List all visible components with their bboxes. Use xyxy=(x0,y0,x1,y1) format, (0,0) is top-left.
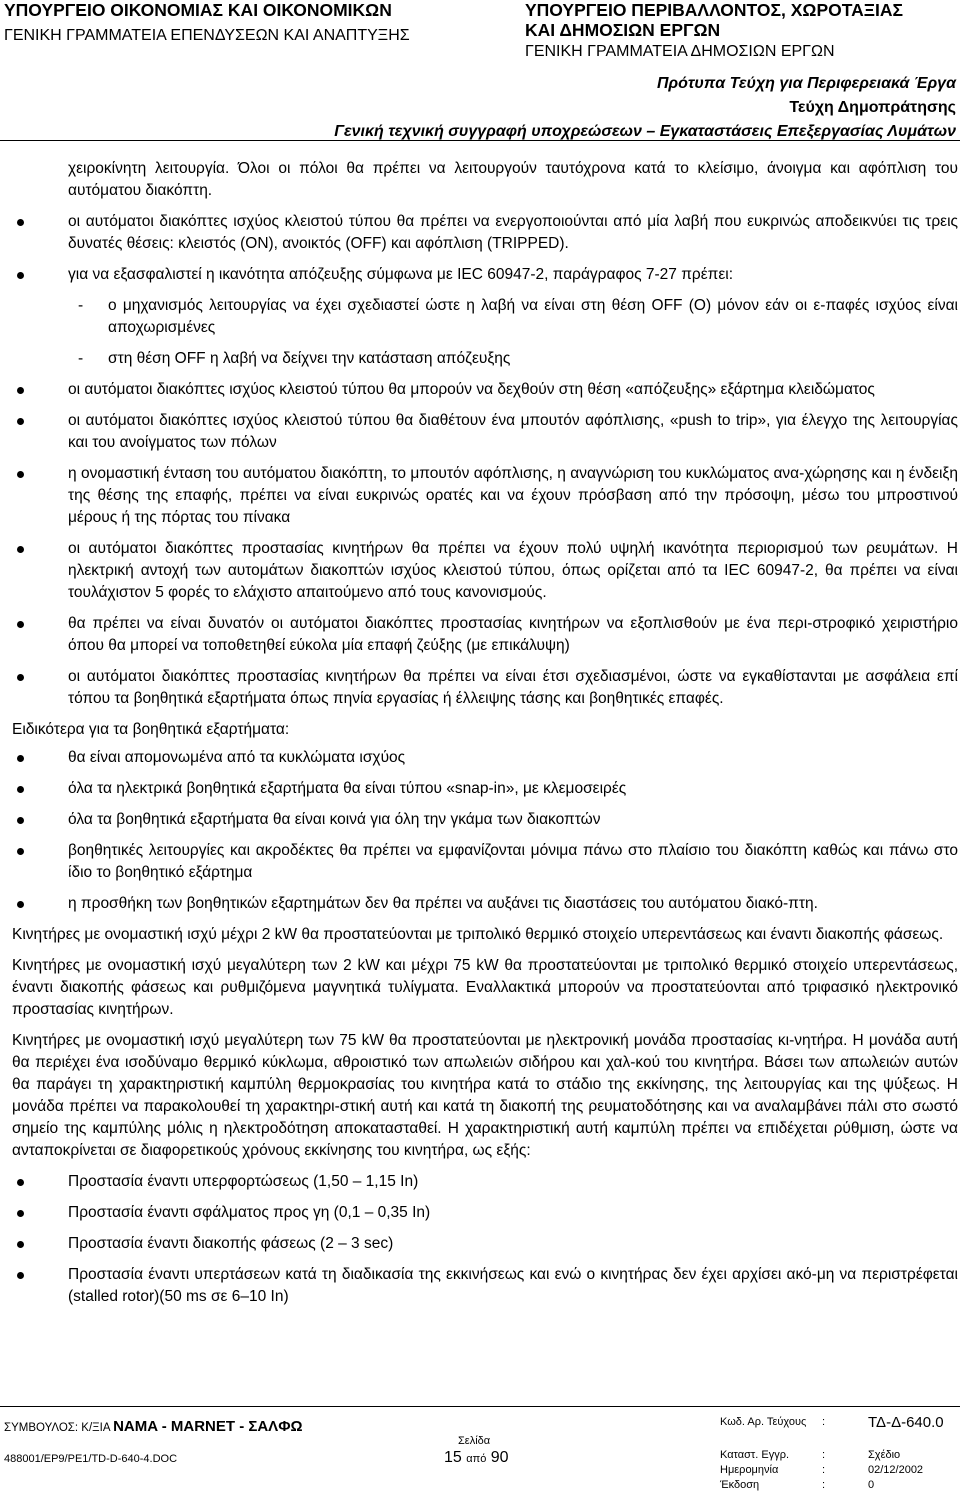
code-label: Κωδ. Αρ. Τεύχους xyxy=(720,1416,807,1428)
bullet-item xyxy=(12,840,958,884)
colon: : xyxy=(822,1464,826,1476)
bullet-text: οι αυτόματοι διακόπτες ισχύος κλειστού τύπου θα μπορούν να δεχθούν στη θέση «απόζευξης» εξάρτημα κλειδώματος xyxy=(68,381,875,398)
bullet-text: Προστασία έναντι σφάλματος προς γη (0,1 – 0,35 In) xyxy=(68,1204,431,1221)
document-body xyxy=(12,158,958,1317)
continued-paragraph xyxy=(12,158,958,202)
bullet-icon xyxy=(17,755,24,762)
paragraph-motors-2kw: Κινητήρες με ονομαστική ισχύ μέχρι 2 kW θα προστατεύονται με τριπολικό θερμικό στοιχείο υπερεντάσεως και έναντι διακοπής φάσεως. xyxy=(12,926,944,943)
bullet-item xyxy=(12,538,958,604)
dash-icon: - xyxy=(78,297,84,314)
bullet-text: θα πρέπει να είναι δυνατόν οι αυτόματοι διακόπτες προστασίας κινητήρων να εξοπλισθούν με ένα περι-στροφικό χειριστήριο όπου θα μπορεί να τοποθετηθεί εύκολα μία επαφή ζεύξης (με επικάλυψη) xyxy=(68,615,958,654)
date-value: 02/12/2002 xyxy=(868,1464,924,1476)
page-label: Σελίδα xyxy=(458,1435,491,1447)
bullet-text: βοηθητικές λειτουργίες και ακροδέκτες θα πρέπει να εμφανίζονται μόνιμα πάνω στο πλαίσιο του διακόπτη καθώς και πάνω στο ίδιο το βοηθητικό εξάρτημα xyxy=(68,842,958,881)
bullet-item xyxy=(12,747,958,769)
bullet-icon xyxy=(17,1241,24,1248)
ministry-environment-title-line2: ΚΑΙ ΔΗΜΟΣΙΩΝ ΕΡΓΩΝ xyxy=(525,20,721,40)
bullet-text: οι αυτόματοι διακόπτες προστασίας κινητήρων θα πρέπει να έχουν πολύ υψηλή ικανότητα περιορισμού των ρευμάτων. Η ηλεκτρική αντοχή των αυτομάτων διακοπτών ισχύος κλειστού τύπου, όπως ορίζεται από τα IEC 60947-2, θα πρέπει να είναι τουλάχιστον 5 φορές το ελάχιστο απαιτούμενο από τους κανονισμούς. xyxy=(68,540,958,601)
page-total: 90 xyxy=(490,1449,509,1466)
footer-divider xyxy=(0,1406,960,1407)
bullet-icon xyxy=(17,546,24,553)
aux-heading: Ειδικότερα για τα βοηθητικά εξαρτήματα: xyxy=(12,721,290,738)
colon: : xyxy=(822,1479,826,1491)
document-meta xyxy=(334,72,956,144)
bullet-icon xyxy=(17,1272,24,1279)
bullet-icon xyxy=(17,387,24,394)
bullet-text: θα είναι απομονωμένα από τα κυκλώματα ισχύος xyxy=(68,749,406,766)
header-left-block xyxy=(4,0,410,45)
ministry-economy-title: ΥΠΟΥΡΓΕΙΟ ΟΙΚΟΝΟΜΙΑΣ ΚΑΙ ΟΙΚΟΝΟΜΙΚΩΝ xyxy=(4,0,392,20)
bullet-item xyxy=(12,410,958,454)
bullet-item xyxy=(12,666,958,710)
bullet-icon xyxy=(17,418,24,425)
date-label: Ημερομηνία xyxy=(720,1464,779,1476)
bullet-text: η προσθήκη των βοηθητικών εξαρτημάτων δεν θα πρέπει να αυξάνει τις διαστάσεις του αυτόματου διακό-πτη. xyxy=(68,895,818,912)
page-header xyxy=(0,0,960,66)
bullet-icon xyxy=(17,786,24,793)
bullet-text: όλα τα ηλεκτρικά βοηθητικά εξαρτήματα θα είναι τύπου «snap-in», με κλεμοσειρές xyxy=(68,780,627,797)
bullet-text: οι αυτόματοι διακόπτες ισχύος κλειστού τύπου θα διαθέτουν ένα μπουτόν αφόπλισης, «push to trip», για έλεγχο της λειτουργίας και του ανοίγματος των πόλων xyxy=(68,412,958,451)
investment-secretariat-subtitle: ΓΕΝΙΚΗ ΓΡΑΜΜΑΤΕΙΑ ΕΠΕΝΔΥΣΕΩΝ ΚΑΙ ΑΝΑΠΤΥΞΗΣ xyxy=(4,27,410,44)
bullet-icon xyxy=(17,272,24,279)
bullet-item xyxy=(12,809,958,831)
bullet-text: για να εξασφαλιστεί η ικανότητα απόζευξης σύμφωνα με IEC 60947-2, παράγραφος 7-27 πρέπει: xyxy=(68,266,734,283)
dash-item xyxy=(12,295,958,339)
page-of: από xyxy=(466,1453,487,1465)
status-label: Καταστ. Εγγρ. xyxy=(720,1449,790,1461)
document-filename: 488001/EP9/PE1/TD-D-640-4.DOC xyxy=(4,1453,178,1465)
bullet-text: οι αυτόματοι διακόπτες ισχύος κλειστού τύπου θα πρέπει να ενεργοποιούνται από μία λαβή που ευκρινώς αποδεικνύει τις τρεις δυνατές θέσεις: κλειστός (ON), ανοικτός (OFF) και αφόπλιση (TRIPPED). xyxy=(68,213,958,252)
page-number xyxy=(444,1449,509,1467)
bullet-icon xyxy=(17,901,24,908)
edition-value: 0 xyxy=(868,1479,875,1491)
bullet-icon xyxy=(17,1179,24,1186)
bullet-icon xyxy=(17,621,24,628)
bullet-item xyxy=(12,893,958,915)
page-current: 15 xyxy=(444,1449,462,1466)
bullet-text: Προστασία έναντι υπερφορτώσεως (1,50 – 1,15 In) xyxy=(68,1173,419,1190)
status-value: Σχέδιο xyxy=(868,1449,901,1461)
bullet-text: η ονομαστική ένταση του αυτόματου διακόπτη, το μπουτόν αφόπλισης, η αναγνώριση του κυκλώματος ανα-χώρησης και η ένδειξη της θέσης της επαφής, πρέπει να είναι ευκρινώς ορατές και να έχουν πρόσβαση από την πρόσοψη, μέσω του μπροστινού μέρους ή της πόρτας του πίνακα xyxy=(68,465,958,526)
bullet-icon xyxy=(17,219,24,226)
bullet-item xyxy=(12,264,958,286)
consultant-line xyxy=(4,1418,303,1435)
bullet-icon xyxy=(17,674,24,681)
code-value: ΤΔ-Δ-640.0 xyxy=(868,1414,944,1431)
edition-label: Έκδοση xyxy=(720,1479,760,1491)
bullet-item xyxy=(12,1171,958,1193)
bullet-text: οι αυτόματοι διακόπτες προστασίας κινητήρων θα πρέπει να είναι έτσι σχεδιασμένοι, ώστε να εγκαθίστανται με ασφάλεια επί τόπου τα βοηθητικά εξαρτήματα όπως πηνία εργασίας ή έλλειψης τάσης και βοηθητικές επαφές. xyxy=(68,668,958,707)
bullet-item xyxy=(12,613,958,657)
continued-text: χειροκίνητη λειτουργία. Όλοι οι πόλοι θα πρέπει να λειτουργούν ταυτόχρονα κατά το κλείσιμο, άνοιγμα και αφόπλιση του αυτόματου διακόπτη. xyxy=(68,160,958,199)
bullet-icon xyxy=(17,1210,24,1217)
dash-icon: - xyxy=(78,350,84,367)
dash-item xyxy=(12,348,958,370)
bullet-text: Προστασία έναντι διακοπής φάσεως (2 – 3 sec) xyxy=(68,1235,394,1252)
bullet-item xyxy=(12,379,958,401)
page-footer xyxy=(0,1410,960,1491)
consultant-name: NAMA - MARNET - ΣΑΛΦΩ xyxy=(113,1418,303,1435)
header-divider xyxy=(0,140,960,141)
bullet-icon xyxy=(17,471,24,478)
bullet-item xyxy=(12,1233,958,1255)
bullet-icon xyxy=(17,817,24,824)
bullet-item xyxy=(12,1202,958,1224)
meta-line-standard-docs: Πρότυπα Τεύχη για Περιφερειακά Έργα xyxy=(656,75,956,92)
public-works-secretariat-subtitle: ΓΕΝΙΚΗ ΓΡΑΜΜΑΤΕΙΑ ΔΗΜΟΣΙΩΝ ΕΡΓΩΝ xyxy=(525,43,835,60)
bullet-icon xyxy=(17,848,24,855)
colon: : xyxy=(822,1449,826,1461)
bullet-text: Προστασία έναντι υπερτάσεων κατά τη διαδικασία της εκκινήσεως και ενώ ο κινητήρας δεν έχει αρχίσει ακό-μη να περιστρέφεται (stalled rotor)(50 ms σε 6–10 In) xyxy=(68,1266,958,1305)
paragraph-motors-75kw: Κινητήρες με ονομαστική ισχύ μεγαλύτερη των 2 kW και μέχρι 75 kW θα προστατεύονται με τριπολικό θερμικό στοιχείο υπερεντάσεως, έναντι διακοπής φάσεως και ρυθμιζόμενα μαγνητικά τυλίγματα. Εναλλακτικά μπορούν να προστατεύονται από τριφασικό ηλεκτρονικό προστασίας κινητήρων. xyxy=(12,957,958,1018)
meta-line-tender-docs: Τεύχη Δημοπράτησης xyxy=(789,99,956,116)
paragraph-motors-over-75kw: Κινητήρες με ονομαστική ισχύ μεγαλύτερη των 75 kW θα προστατεύονται με ηλεκτρονική μονάδα προστασίας κι-νητήρα. Η μονάδα αυτή θα περιέχει ένα ισοδύναμο θερμικό κύκλωμα, αθροιστικό των απωλειών σιδήρου και χαλ-κού του κινητήρα. Βάσει των απωλειών αυτών θα παράγει τη χαρακτηριστική καμπύλη θερμοκρασίας του κινητήρα κατά το στάδιο της εκκίνησης, της λειτουργίας και της ψύξεως. Η μονάδα πρέπει να παρακολουθεί τη χαρακτηρι-στική αυτή και κατά τη διακοπή της ρευματοδότησης και να αναλαμβάνει πάλι στο σωστό σημείο της καμπύλης μόλις η ηλεκτροδότηση αποκατασταθεί. Η χαρακτηριστική αυτή καμπύλη πρέπει να επιδέχεται ρύθμιση, ώστε να ανταποκρίνεται σε διαφορετικούς χρόνους εκκίνησης του κινητήρα, ως εξής: xyxy=(12,1032,958,1159)
dash-text: στη θέση OFF η λαβή να δείχνει την κατάσταση απόζευξης xyxy=(108,350,511,367)
colon: : xyxy=(822,1416,826,1428)
consultant-label: ΣΥΜΒΟΥΛΟΣ: Κ/ΞΙΑ xyxy=(4,1422,110,1434)
ministry-environment-title-line1: ΥΠΟΥΡΓΕΙΟ ΠΕΡΙΒΑΛΛΟΝΤΟΣ, ΧΩΡΟΤΑΞΙΑΣ xyxy=(525,0,904,20)
dash-text: ο μηχανισμός λειτουργίας να έχει σχεδιαστεί ώστε η λαβή να είναι στη θέση OFF (O) μόνον εάν οι ε-παφές ισχύος είναι αποχωρισμένες xyxy=(108,297,958,336)
bullet-text: όλα τα βοηθητικά εξαρτήματα θα είναι κοινά για όλη την γκάμα των διακοπτών xyxy=(68,811,601,828)
meta-line-general-spec: Γενική τεχνική συγγραφή υποχρεώσεων – Εγκαταστάσεις Επεξεργασίας Λυμάτων xyxy=(334,123,956,140)
bullet-item xyxy=(12,1264,958,1308)
bullet-item xyxy=(12,778,958,800)
bullet-item xyxy=(12,211,958,255)
bullet-item xyxy=(12,463,958,529)
header-right-block xyxy=(525,0,903,61)
